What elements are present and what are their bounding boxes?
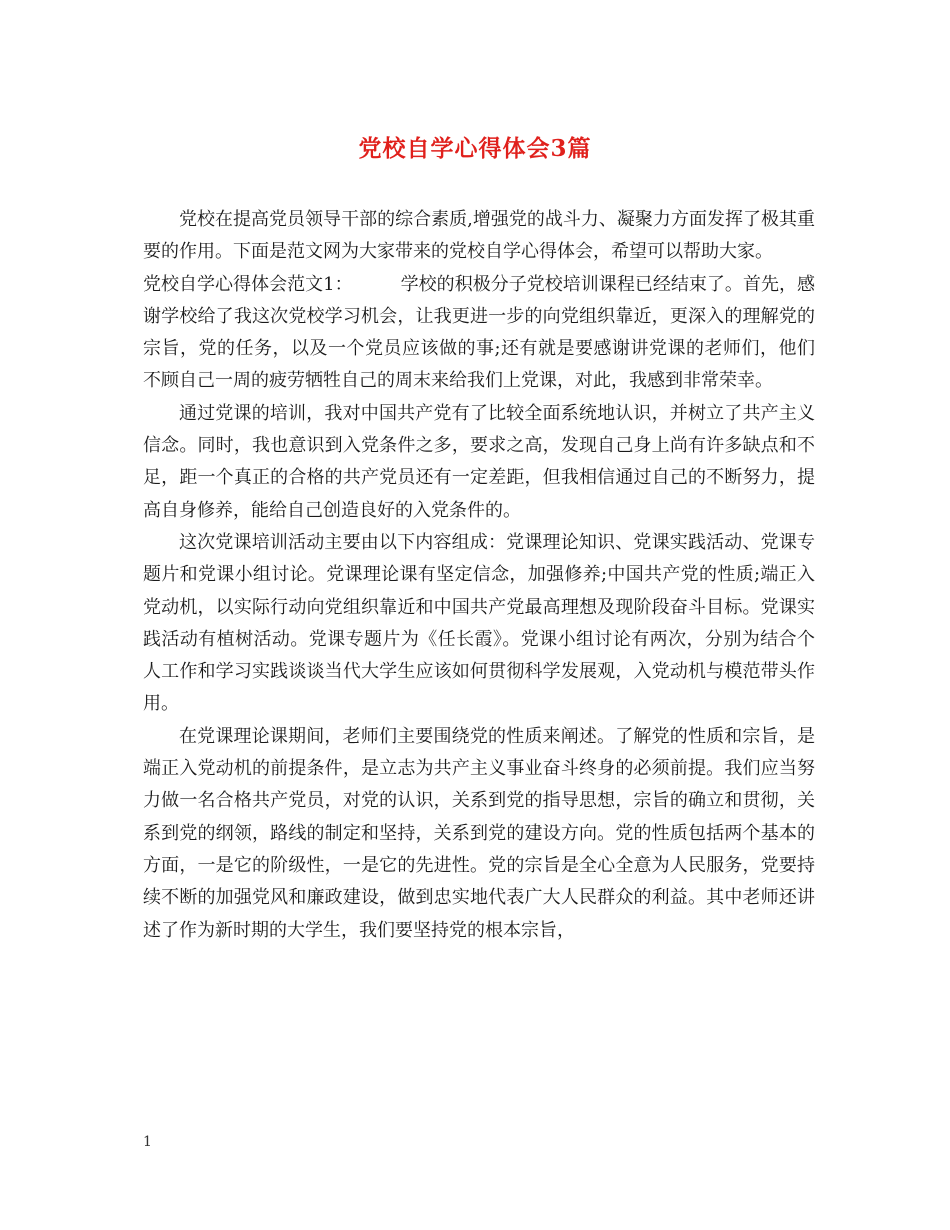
paragraph-3: 这次党课培训活动主要由以下内容组成：党课理论知识、党课实践活动、党课专题片和党课小组讨论。党课理论课有坚定信念，加强修养;中国共产党的性质;端正入党动机，以实际行动向党组织靠近和中国共产党最高理想及现阶段奋斗目标。党课实践活动有植树活动。党课专题片为《任长霞》。党课小组讨论有两次，分别为结合个人工作和学习实践谈谈当代大学生应该如何贯彻科学发展观，入党动机与模范带头作用。	[143, 531, 815, 715]
section1-text: 学校的积极分子党校培训课程已经结束了。首先，感谢学校给了我这次党校学习机会，让我更进一步的向党组织靠近，更深入的理解党的宗旨，党的任务，以及一个党员应该做的事;还有就是要感谢讲党课的老师们，他们不顾自己一周的疲劳牺牲自己的周末来给我们上党课，对此，我感到非常荣幸。	[143, 273, 815, 392]
paragraph-2: 通过党课的培训，我对中国共产党有了比较全面系统地认识，并树立了共产主义信念。同时，我也意识到入党条件之多，要求之高，发现自己身上尚有许多缺点和不足，距一个真正的合格的共产党员还有一定差距，但我相信通过自己的不断努力，提高自身修养，能给自己创造良好的入党条件的。	[143, 402, 815, 521]
section1-heading: 党校自学心得体会范文1：	[143, 273, 353, 295]
document-title: 党校自学心得体会3篇	[358, 135, 592, 162]
intro-paragraph: 党校在提高党员领导干部的综合素质,增强党的战斗力、凝聚力方面发挥了极其重要的作用。下面是范文网为大家带来的党校自学心得体会，希望可以帮助大家。	[143, 209, 815, 263]
page-number: 1	[143, 1134, 152, 1150]
document-body	[143, 204, 815, 947]
paragraph-4: 在党课理论课期间，老师们主要围绕党的性质来阐述。了解党的性质和宗旨，是端正入党动机的前提条件，是立志为共产主义事业奋斗终身的必须前提。我们应当努力做一名合格共产党员，对党的认识，关系到党的指导思想，宗旨的确立和贯彻，关系到党的纲领，路线的制定和坚持，关系到党的建设方向。党的性质包括两个基本的方面，一是它的阶级性，一是它的先进性。党的宗旨是全心全意为人民服务，党要持续不断的加强党风和廉政建设，做到忠实地代表广大人民群众的利益。其中老师还讲述了作为新时期的大学生，我们要坚持党的根本宗旨，	[143, 725, 815, 941]
section1-paragraph	[143, 269, 815, 398]
